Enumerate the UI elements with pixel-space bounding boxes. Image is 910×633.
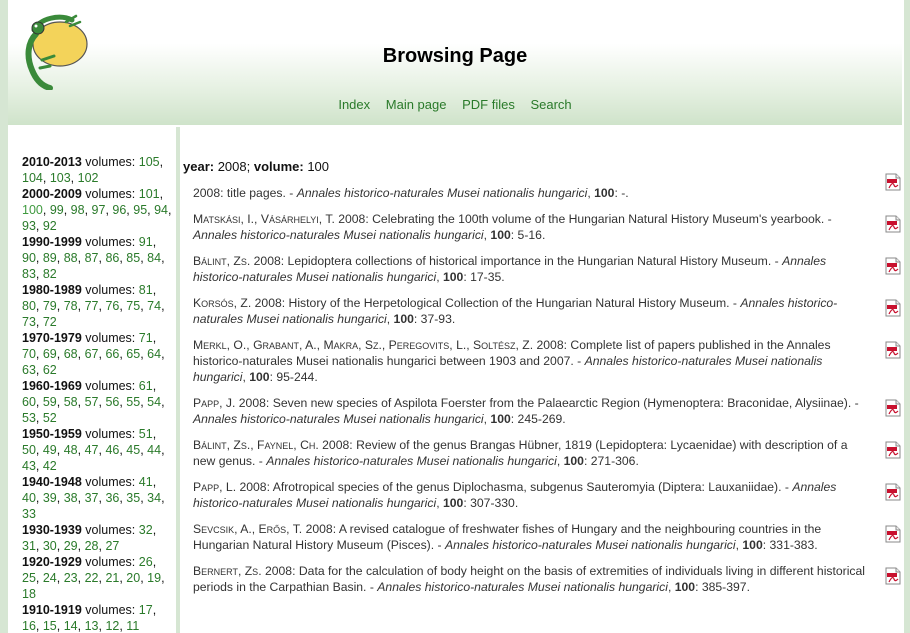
volume-link[interactable]: 93 [22, 219, 36, 233]
volumes-word: volumes: [85, 523, 136, 537]
volume-link[interactable]: 90 [22, 251, 36, 265]
volume-link[interactable]: 73 [22, 315, 36, 329]
article-entry: Papp, L. 2008: Afrotropical species of the genus Diplochasma, subgenus Sauteromyia (Diptera: Lauxaniidae). - Annales historico-naturales Musei nationalis hungarici, 100: 307-330. [193, 479, 873, 511]
article-volume: 100 [490, 412, 511, 426]
volume-link[interactable]: 75 [126, 299, 141, 313]
article-pages: 271-306. [590, 454, 639, 468]
volumes-word: volumes: [85, 555, 136, 569]
volume-group: 2010-2013 volumes: 105, 104, 103, 102 [22, 155, 164, 185]
article-list [193, 185, 873, 605]
article-authors: Papp, L. [193, 480, 237, 494]
volume-link[interactable]: 25 [22, 571, 36, 585]
volume-link[interactable]: 51 [138, 427, 153, 441]
pdf-download-icon[interactable] [885, 525, 901, 543]
volume-link[interactable]: 104 [22, 171, 43, 185]
pdf-download-icon[interactable] [885, 299, 901, 317]
volume-link[interactable]: 19 [147, 571, 162, 585]
journal-name: Annales historico-naturales Musei nationalis hungarici [193, 228, 484, 242]
decade-range: 1960-1969 [22, 379, 82, 393]
volume-link[interactable]: 97 [91, 203, 106, 217]
article-entry: Matskási, I., Vásárhelyi, T. 2008: Celebrating the 100th volume of the Hungarian Natural History Museum's yearbook. - Annales historico-naturales Musei nationalis hungarici, 100: 5-16. [193, 211, 873, 243]
pdf-download-icon[interactable] [885, 483, 901, 501]
article-volume: 100 [674, 580, 696, 594]
journal-name: Annales historico-naturales Musei nationalis hungarici [266, 454, 557, 468]
volume-link[interactable]: 81 [138, 283, 153, 297]
volume-link[interactable]: 16 [22, 619, 36, 633]
volumes-word: volumes: [85, 379, 136, 393]
volume-link[interactable]: 43 [22, 459, 36, 473]
article-year: 2008 [254, 296, 282, 310]
article-entry: Bálint, Zs., Faynel, Ch. 2008: Review of the genus Brangas Hübner, 1819 (Lepidoptera: Lycaenidae) with description of a new genus. - Annales historico-naturales Musei nationalis hungarici, 100: 271-306. [193, 437, 873, 469]
volume-link[interactable]: 79 [42, 299, 57, 313]
volume-link[interactable]: 24 [42, 571, 57, 585]
volume-link[interactable]: 62 [42, 363, 57, 377]
volume-link[interactable]: 33 [22, 507, 36, 521]
article-title: Review of the genus Brangas Hübner, 1819 (Lepidoptera: Lycaenidae) with description of a new genus. [193, 438, 848, 468]
volume-link[interactable]: 80 [22, 299, 36, 313]
article-authors: Matskási, I., Vásárhelyi, T. [193, 212, 335, 226]
volume-group: 1970-1979 volumes: 71, 70, 69, 68, 67, 66, 65, 64, 63, 62 [22, 331, 165, 377]
journal-name: Annales historico-naturales Musei nationalis hungarici [193, 296, 838, 326]
article-title: title pages. [226, 186, 286, 200]
volume-link[interactable]: 83 [22, 267, 36, 281]
main-content [180, 127, 902, 633]
article-year: 2008 [193, 186, 221, 200]
volume-link[interactable]: 38 [63, 491, 78, 505]
article-entry: 2008: title pages. - Annales historico-naturales Musei nationalis hungarici, 100: -. [193, 185, 873, 201]
volumes-word: volumes: [85, 427, 136, 441]
volume-link[interactable]: 29 [63, 539, 78, 553]
article-year: 2008 [253, 254, 281, 268]
article-pages: 17-35. [470, 270, 505, 284]
volume-link[interactable]: 49 [42, 443, 57, 457]
year-label: year: [183, 159, 215, 174]
volume-link[interactable]: 11 [126, 619, 140, 633]
page-header [8, 0, 902, 125]
article-volume: 100 [742, 538, 763, 552]
volume-link[interactable]: 85 [126, 251, 141, 265]
article-year: 2008 [305, 522, 333, 536]
article-entry: Korsós, Z. 2008: History of the Herpetological Collection of the Hungarian Natural History Museum. - Annales historico-naturales Musei nationalis hungarici, 100: 37-93. [193, 295, 873, 327]
volume-link[interactable]: 17 [138, 603, 153, 617]
volume-group: 1910-1919 volumes: 17, 16, 15, 14, 13, 12, 11 [22, 603, 157, 633]
article-title: Lepidoptera collections of historical importance in the Hungarian Natural History Museum. [287, 254, 772, 268]
volume-link[interactable]: 54 [147, 395, 162, 409]
page-title: Browsing Page [382, 45, 528, 67]
volume-link[interactable]: 92 [42, 219, 57, 233]
volume-link[interactable]: 71 [138, 331, 153, 345]
article-volume: 100 [490, 228, 511, 242]
nav-search-link[interactable]: Search [530, 97, 572, 112]
pdf-download-icon[interactable] [885, 173, 901, 191]
article-pages: -. [621, 186, 629, 200]
pdf-download-icon[interactable] [885, 441, 901, 459]
volume-group: 1950-1959 volumes: 51, 50, 49, 48, 47, 46, 45, 44, 43, 42 [22, 427, 165, 473]
year-volume-heading: year: 2008; volume: 100 [183, 159, 330, 174]
volume-link[interactable]: 42 [42, 459, 57, 473]
article-year: 2008 [239, 480, 267, 494]
article-year: 2008 [238, 396, 266, 410]
article-authors: Papp, J. [193, 396, 236, 410]
volume-link[interactable]: 86 [105, 251, 120, 265]
volumes-word: volumes: [85, 331, 136, 345]
article-title: Complete list of papers published in the Annales historico-naturales Musei nationalis hungarici between 1903 and 2007. [193, 338, 831, 368]
volume-link[interactable]: 61 [138, 379, 153, 393]
decade-range: 1970-1979 [22, 331, 82, 345]
volume-link[interactable]: 28 [84, 539, 99, 553]
volume-link[interactable]: 60 [22, 395, 36, 409]
volume-link[interactable]: 27 [105, 539, 120, 553]
volume-group: 1990-1999 volumes: 91, 90, 89, 88, 87, 86, 85, 84, 83, 82 [22, 235, 165, 281]
article-title: Data for the calculation of body height on the basis of extremities of individuals living in different historical periods in the Carpathian Basin. [193, 564, 866, 594]
volume-link[interactable]: 47 [84, 443, 99, 457]
volume-link[interactable]: 15 [42, 619, 57, 633]
volume-link[interactable]: 88 [63, 251, 78, 265]
volume-link[interactable]: 87 [84, 251, 99, 265]
volume-link[interactable]: 66 [105, 347, 120, 361]
article-volume: 100 [594, 186, 615, 200]
volume-link[interactable]: 103 [49, 171, 71, 185]
volumes-word: volumes: [85, 155, 136, 169]
article-pages: 385-397. [701, 580, 750, 594]
volume-link[interactable]: 98 [70, 203, 85, 217]
pdf-download-icon[interactable] [885, 341, 901, 359]
volume-link[interactable]: 50 [22, 443, 36, 457]
article-year: 2008 [322, 438, 350, 452]
volume-link[interactable]: 89 [42, 251, 57, 265]
decade-range: 1930-1939 [22, 523, 82, 537]
decade-range: 1920-1929 [22, 555, 82, 569]
article-title: Celebrating the 100th volume of the Hungarian Natural History Museum's yearbook. [372, 212, 825, 226]
volume-link[interactable]: 64 [147, 347, 162, 361]
volume-link[interactable]: 40 [22, 491, 36, 505]
volumes-word: volumes: [85, 235, 136, 249]
article-entry: Sevcsik, A., Erős, T. 2008: A revised catalogue of freshwater fishes of Hungary and the neighbouring countries in the Hungarian Natural History Museum (Pisces). - Annales historico-naturales Musei nationalis hungarici, 100: 331-383. [193, 521, 873, 553]
volume-link[interactable]: 37 [84, 491, 99, 505]
journal-name: Annales historico-naturales Musei nationalis hungarici [193, 412, 484, 426]
volume-link[interactable]: 100 [22, 203, 43, 217]
decade-range: 2010-2013 [22, 155, 82, 169]
volume-link[interactable]: 22 [84, 571, 99, 585]
article-year: 2008 [338, 212, 366, 226]
volume-link[interactable]: 70 [22, 347, 36, 361]
volume-link[interactable]: 94 [154, 203, 169, 217]
article-year: 2008 [264, 564, 293, 578]
volume-link[interactable]: 63 [22, 363, 36, 377]
volumes-word: volumes: [85, 603, 136, 617]
article-volume: 100 [442, 270, 464, 284]
volume-link[interactable]: 41 [138, 475, 153, 489]
volume-link[interactable]: 77 [84, 299, 99, 313]
volume-link[interactable]: 30 [42, 539, 57, 553]
volume-link[interactable]: 72 [42, 315, 57, 329]
volume-link[interactable]: 95 [133, 203, 148, 217]
volume-value: 100 [307, 159, 330, 174]
article-year: 2008 [536, 338, 564, 352]
article-pages: 95-244. [276, 370, 318, 384]
pdf-download-icon[interactable] [885, 215, 901, 233]
article-pages: 245-269. [517, 412, 566, 426]
article-pages: 37-93. [420, 312, 456, 326]
pdf-download-icon[interactable] [885, 567, 901, 585]
article-pages: 331-383. [769, 538, 818, 552]
article-entry: Bernert, Zs. 2008: Data for the calculation of body height on the basis of extremities of individuals living in different historical periods in the Carpathian Basin. - Annales historico-naturales Musei nationalis hungarici, 100: 385-397. [193, 563, 873, 595]
decade-range: 1950-1959 [22, 427, 82, 441]
volume-link[interactable]: 59 [42, 395, 57, 409]
volume-group: 1940-1948 volumes: 41, 40, 39, 38, 37, 36, 35, 34, 33 [22, 475, 165, 521]
volume-link[interactable]: 48 [63, 443, 78, 457]
volume-link[interactable]: 20 [126, 571, 141, 585]
article-authors: Merkl, O., Grabant, A., Makra, Sz., Peregovits, L., Soltész, Z. [193, 338, 534, 352]
journal-name: Annales historico-naturales Musei nationalis hungarici [296, 186, 588, 200]
article-entry: Merkl, O., Grabant, A., Makra, Sz., Peregovits, L., Soltész, Z. 2008: Complete list of papers published in the Annales historico-naturales Musei nationalis hungarici between 1903 and 2007. - Annales historico-naturales Musei nationalis hungarici, 100: 95-244. [193, 337, 873, 385]
volume-link[interactable]: 44 [147, 443, 162, 457]
volumes-word: volumes: [85, 283, 136, 297]
volume-link[interactable]: 31 [22, 539, 36, 553]
nav-pdf-files-link[interactable]: PDF files [462, 97, 515, 112]
volumes-word: volumes: [85, 475, 136, 489]
article-title: Afrotropical species of the genus Diplochasma, subgenus Sauteromyia (Diptera: Lauxaniidae). [272, 480, 782, 494]
volume-link[interactable]: 82 [42, 267, 57, 281]
nav-main-page-link[interactable]: Main page [385, 97, 447, 112]
volume-link[interactable]: 65 [126, 347, 141, 361]
article-authors: Bálint, Zs., Faynel, Ch. [193, 438, 319, 452]
article-authors: Bálint, Zs. [193, 254, 251, 268]
top-nav [8, 97, 902, 112]
volume-link[interactable]: 96 [112, 203, 127, 217]
volume-link[interactable]: 34 [147, 491, 162, 505]
volume-link[interactable]: 74 [147, 299, 162, 313]
volume-link[interactable]: 46 [105, 443, 120, 457]
volume-link[interactable]: 23 [63, 571, 78, 585]
decade-range: 1990-1999 [22, 235, 82, 249]
journal-name: Annales historico-naturales Musei nationalis hungarici [377, 580, 668, 594]
journal-name: Annales historico-naturales Musei nationalis hungarici [193, 480, 837, 510]
volume-link[interactable]: 78 [63, 299, 78, 313]
article-entry: Bálint, Zs. 2008: Lepidoptera collections of historical importance in the Hungarian Natural History Museum. - Annales historico-naturales Musei nationalis hungarici, 100: 17-35. [193, 253, 873, 285]
volume-link[interactable]: 32 [138, 523, 153, 537]
article-entry: Papp, J. 2008: Seven new species of Aspilota Foerster from the Palaearctic Region (Hymenoptera: Braconidae, Alysiinae). - Annales historico-naturales Musei nationalis hungarici, 100: 245-269. [193, 395, 873, 427]
volume-list [12, 127, 176, 633]
volume-link[interactable]: 36 [105, 491, 120, 505]
volume-link[interactable]: 102 [77, 171, 99, 185]
article-volume: 100 [563, 454, 584, 468]
volume-link[interactable]: 57 [84, 395, 99, 409]
decade-range: 1980-1989 [22, 283, 82, 297]
volume-link[interactable]: 76 [105, 299, 120, 313]
volume-link[interactable]: 56 [105, 395, 120, 409]
volume-group: 1920-1929 volumes: 26, 25, 24, 23, 22, 21, 20, 19, 18 [22, 555, 165, 601]
pdf-download-icon[interactable] [885, 399, 901, 417]
journal-name: Annales historico-naturales Musei nationalis hungarici [193, 354, 823, 384]
article-title: History of the Herpetological Collection of the Hungarian Natural History Museum. [288, 296, 730, 310]
article-authors: Sevcsik, A., Erős, T. [193, 522, 303, 536]
article-title: A revised catalogue of freshwater fishes of Hungary and the neighbouring countries in the Hungarian Natural History Museum (Pisces). [193, 522, 822, 552]
volume-link[interactable]: 45 [126, 443, 141, 457]
volume-link[interactable]: 58 [63, 395, 78, 409]
article-pages: 307-330. [470, 496, 519, 510]
volume-link[interactable]: 68 [63, 347, 78, 361]
article-volume: 100 [442, 496, 464, 510]
volume-link[interactable]: 91 [138, 235, 153, 249]
volume-link[interactable]: 39 [42, 491, 57, 505]
article-pages: 5-16. [517, 228, 546, 242]
decade-range: 1940-1948 [22, 475, 82, 489]
year-value: 2008 [217, 159, 247, 174]
volume-link[interactable]: 55 [126, 395, 141, 409]
volume-link[interactable]: 35 [126, 491, 141, 505]
volume-group: 1960-1969 volumes: 61, 60, 59, 58, 57, 56, 55, 54, 53, 52 [22, 379, 165, 425]
volume-link[interactable]: 14 [63, 619, 78, 633]
volume-label: volume: [253, 159, 304, 174]
decade-range: 1910-1919 [22, 603, 82, 617]
volume-link[interactable]: 53 [22, 411, 36, 425]
volume-link[interactable]: 52 [42, 411, 57, 425]
decade-range: 2000-2009 [22, 187, 82, 201]
volume-link[interactable]: 69 [42, 347, 57, 361]
journal-name: Annales historico-naturales Musei nationalis hungarici [193, 254, 827, 284]
volume-link[interactable]: 101 [138, 187, 160, 201]
article-authors: Korsós, Z. [193, 296, 252, 310]
volume-link[interactable]: 105 [138, 155, 160, 169]
volume-link[interactable]: 21 [105, 571, 120, 585]
nav-index-link[interactable]: Index [338, 97, 371, 112]
volumes-word: volumes: [85, 187, 136, 201]
volume-sidebar [12, 127, 176, 633]
volume-link[interactable]: 67 [84, 347, 99, 361]
volume-link[interactable]: 13 [84, 619, 99, 633]
pdf-download-icon[interactable] [885, 257, 901, 275]
volume-group: 1980-1989 volumes: 81, 80, 79, 78, 77, 76, 75, 74, 73, 72 [22, 283, 165, 329]
volume-group: 1930-1939 volumes: 32, 31, 30, 29, 28, 27 [22, 523, 157, 553]
article-volume: 100 [393, 312, 414, 326]
article-title: Seven new species of Aspilota Foerster from the Palaearctic Region (Hymenoptera: Braconidae, Alysiinae). [272, 396, 852, 410]
volume-link[interactable]: 26 [138, 555, 153, 569]
journal-name: Annales historico-naturales Musei nationalis hungarici [444, 538, 736, 552]
volume-link[interactable]: 84 [147, 251, 162, 265]
volume-link[interactable]: 12 [105, 619, 120, 633]
volume-link[interactable]: 18 [22, 587, 36, 601]
article-authors: Bernert, Zs. [193, 564, 262, 578]
volume-group: 2000-2009 volumes: 101, 100, 99, 98, 97, 96, 95, 94, 93, 92 [22, 187, 172, 233]
article-volume: 100 [249, 370, 270, 384]
volume-link[interactable]: 99 [49, 203, 64, 217]
